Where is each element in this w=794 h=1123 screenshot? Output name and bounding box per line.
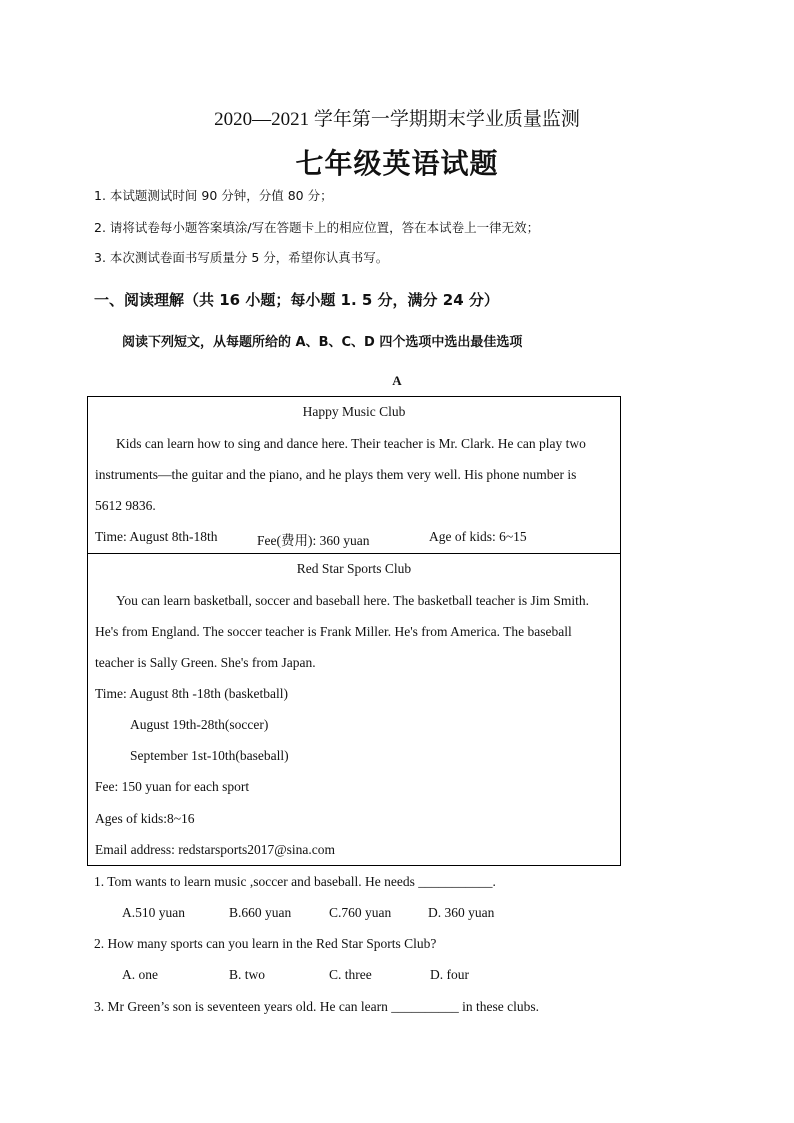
q2-option-b: B. two (229, 967, 266, 982)
q1-option-c: C.760 yuan (329, 905, 392, 920)
q2-option-d: D. four (430, 967, 469, 982)
club1-age: Age of kids: 6~15 (429, 529, 527, 544)
club1-line-3: 5612 9836. (95, 498, 156, 513)
exam-subject-title: 七年级英语试题 (295, 147, 499, 180)
note-2: 2. 请将试卷每小题答案填涂/写在答题卡上的相应位置，答在本试卷上一律无效； (94, 220, 540, 235)
q1-option-a: A.510 yuan (122, 905, 185, 920)
club2-line-2: He's from England. The soccer teacher is Frank Miller. He's from America. The baseball (95, 624, 572, 639)
section-instruction: 阅读下列短文，从每题所给的 A、B、C、D 四个选项中选出最佳选项 (122, 335, 523, 350)
note-3: 3. 本次测试卷面书写质量分 5 分，希望你认真书写。 (94, 250, 389, 265)
section-heading: 一、阅读理解（共 16 小题；每小题 1. 5 分，满分 24 分） (94, 291, 499, 309)
q1-option-d: D. 360 yuan (428, 905, 495, 920)
club1-line-1: Kids can learn how to sing and dance here. Their teacher is Mr. Clark. He can play two (116, 436, 586, 451)
passage-label: A (392, 373, 402, 388)
club1-time: Time: August 8th-18th (95, 529, 218, 544)
club1-title: Happy Music Club (302, 404, 406, 419)
happy-music-club-box (87, 396, 621, 554)
red-star-sports-club-box (87, 553, 621, 866)
club2-age: Ages of kids:8~16 (95, 811, 195, 826)
club2-time-1: Time: August 8th -18th (basketball) (95, 686, 288, 701)
question-3-stem: 3. Mr Green’s son is seventeen years old. He can learn __________ in these clubs. (94, 999, 540, 1014)
club1-line-2: instruments—the guitar and the piano, and he plays them very well. His phone number is (95, 467, 577, 482)
q2-option-a: A. one (122, 967, 158, 982)
question-1-stem: 1. Tom wants to learn music ,soccer and baseball. He needs ___________. (94, 874, 496, 889)
note-1: 1. 本试题测试时间 90 分钟，分值 80 分； (94, 188, 333, 203)
club2-fee: Fee: 150 yuan for each sport (95, 779, 250, 794)
club2-time-3: September 1st-10th(baseball) (130, 748, 289, 763)
club2-line-3: teacher is Sally Green. She's from Japan. (95, 655, 316, 670)
club1-fee: Fee(费用): 360 yuan (257, 533, 370, 548)
q1-option-b: B.660 yuan (229, 905, 292, 920)
club2-title: Red Star Sports Club (296, 561, 412, 576)
club2-time-2: August 19th-28th(soccer) (130, 717, 269, 732)
q2-option-c: C. three (329, 967, 372, 982)
club2-email: Email address: redstarsports2017@sina.com (95, 842, 336, 857)
question-2-stem: 2. How many sports can you learn in the Red Star Sports Club? (94, 936, 437, 951)
club2-line-1: You can learn basketball, soccer and baseball here. The basketball teacher is Jim Smith. (116, 593, 589, 608)
exam-title: 2020—2021 学年第一学期期末学业质量监测 (214, 109, 580, 130)
